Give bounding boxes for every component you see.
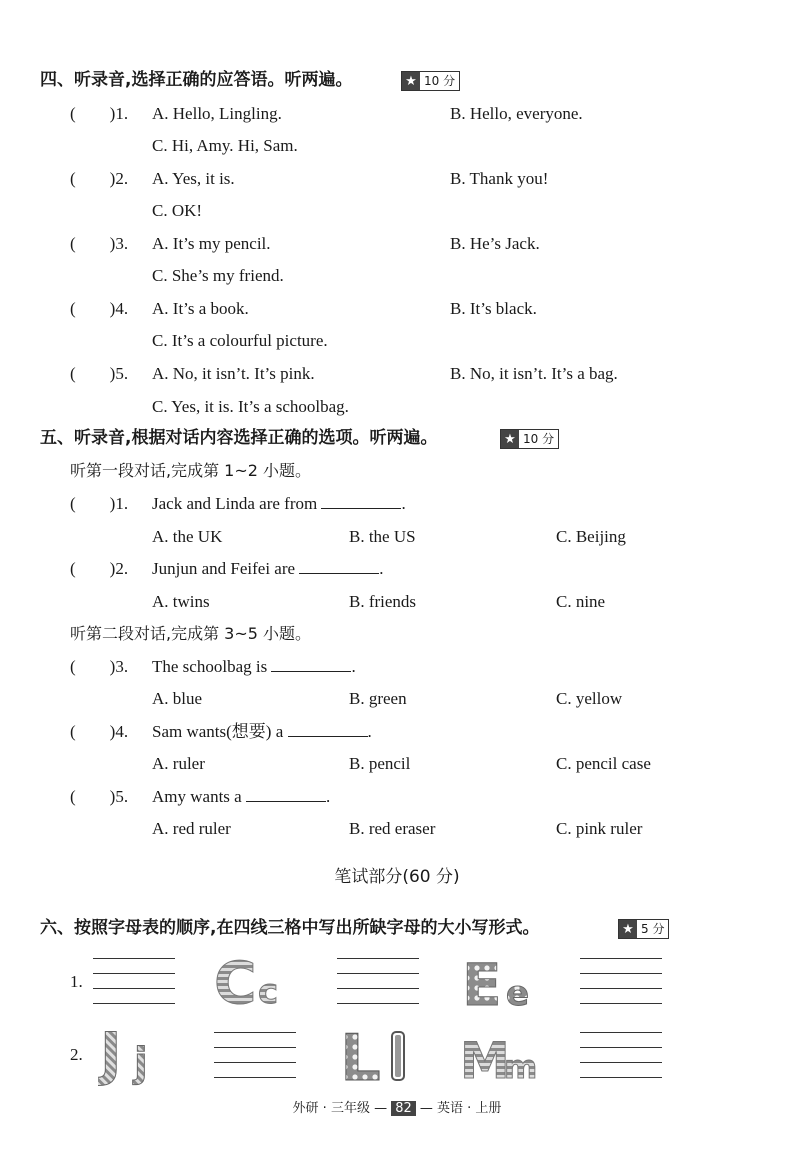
question-text: The schoolbag is bbox=[152, 657, 268, 676]
s5-q2-number[interactable]: ( )2. bbox=[70, 559, 129, 578]
s5-q4-option-c: C. pencil case bbox=[556, 754, 651, 773]
svg-text:j: j bbox=[134, 1040, 148, 1086]
s4-q2-option-c: C. OK! bbox=[152, 201, 203, 220]
letter-cc-image bbox=[214, 953, 294, 1009]
row-1-label: 1. bbox=[70, 972, 83, 991]
written-part-heading: 笔试部分(60 分) bbox=[334, 867, 460, 887]
s5-q3-number[interactable]: ( )3. bbox=[70, 657, 129, 676]
score-label: 10 分 bbox=[424, 74, 456, 88]
answer-blank[interactable] bbox=[299, 559, 379, 574]
s4-q5-option-a: A. No, it isn’t. It’s pink. bbox=[152, 364, 315, 383]
s4-q3-number[interactable]: ( )3. bbox=[70, 234, 129, 253]
s4-q1-option-a: A. Hello, Lingling. bbox=[152, 104, 282, 123]
svg-text:L: L bbox=[340, 1022, 381, 1084]
s4-q5-option-c: C. Yes, it is. It’s a schoolbag. bbox=[152, 397, 349, 416]
period: . bbox=[351, 657, 356, 676]
page-number: 82 bbox=[391, 1101, 416, 1116]
s5-q5-number[interactable]: ( )5. bbox=[70, 787, 129, 806]
s4-q1-number[interactable]: ( )1. bbox=[70, 104, 129, 123]
s5-q4-number[interactable]: ( )4. bbox=[70, 722, 129, 741]
star-icon: ★ bbox=[402, 72, 420, 90]
svg-text:c: c bbox=[258, 972, 279, 1009]
answer-blank[interactable] bbox=[246, 787, 326, 802]
s5-part2-instruction: 听第二段对话,完成第 3~5 小题。 bbox=[70, 624, 312, 643]
s4-q2-option-b: B. Thank you! bbox=[450, 169, 549, 188]
footer-right: — 英语 · 上册 bbox=[419, 1101, 502, 1116]
letter-jj-image bbox=[98, 1018, 164, 1088]
svg-text:C: C bbox=[214, 953, 257, 1009]
s5-q1-question bbox=[152, 494, 406, 514]
s5-q2-option-c: C. nine bbox=[556, 592, 606, 611]
answer-blank[interactable] bbox=[321, 494, 401, 509]
answer-blank[interactable] bbox=[288, 722, 368, 737]
section-5-title: 五、听录音,根据对话内容选择正确的选项。听两遍。 bbox=[40, 428, 438, 448]
question-text: Amy wants a bbox=[152, 787, 242, 806]
s5-q1-number[interactable]: ( )1. bbox=[70, 494, 129, 513]
s4-q3-option-a: A. It’s my pencil. bbox=[152, 234, 271, 253]
s4-q1-option-b: B. Hello, everyone. bbox=[450, 104, 583, 123]
s4-q4-option-a: A. It’s a book. bbox=[152, 299, 249, 318]
s5-q3-option-a: A. blue bbox=[152, 689, 203, 708]
star-icon: ★ bbox=[501, 430, 519, 448]
svg-text:E: E bbox=[462, 953, 502, 1009]
letter-ee-image bbox=[462, 953, 542, 1009]
s4-q4-number[interactable]: ( )4. bbox=[70, 299, 129, 318]
s5-q1-option-a: A. the UK bbox=[152, 527, 223, 546]
s5-q5-option-b: B. red eraser bbox=[349, 819, 436, 838]
section-4-score-badge bbox=[401, 71, 460, 91]
s5-q1-option-c: C. Beijing bbox=[556, 527, 626, 546]
s4-q5-number[interactable]: ( )5. bbox=[70, 364, 129, 383]
s5-q3-option-b: B. green bbox=[349, 689, 407, 708]
question-text: Sam wants(想要) a bbox=[152, 722, 284, 741]
section-5-score-badge bbox=[500, 429, 559, 449]
s5-part1-instruction: 听第一段对话,完成第 1~2 小题。 bbox=[70, 461, 312, 480]
footer-left: 外研 · 三年级 — bbox=[292, 1101, 388, 1116]
question-text: Junjun and Feifei are bbox=[152, 559, 296, 578]
writing-grid-blank-4[interactable] bbox=[214, 1032, 296, 1078]
period: . bbox=[379, 559, 384, 578]
section-6-score-badge bbox=[618, 919, 669, 939]
writing-grid-blank-3[interactable] bbox=[580, 958, 662, 1004]
s5-q4-question bbox=[152, 722, 372, 742]
score-label: 10 分 bbox=[523, 432, 555, 446]
letter-ll-image bbox=[340, 1022, 420, 1084]
s5-q4-option-a: A. ruler bbox=[152, 754, 205, 773]
answer-blank[interactable] bbox=[271, 657, 351, 672]
svg-text:J: J bbox=[100, 1020, 122, 1088]
s5-q4-option-b: B. pencil bbox=[349, 754, 411, 773]
question-text: Jack and Linda are from bbox=[152, 494, 318, 513]
page-footer bbox=[0, 1097, 794, 1116]
svg-text:m: m bbox=[504, 1048, 538, 1084]
s5-q3-question bbox=[152, 657, 356, 677]
section-4-title: 四、听录音,选择正确的应答语。听两遍。 bbox=[40, 70, 353, 90]
svg-text:e: e bbox=[506, 974, 530, 1009]
s4-q3-option-c: C. She’s my friend. bbox=[152, 266, 284, 285]
s4-q4-option-b: B. It’s black. bbox=[450, 299, 537, 318]
s5-q2-option-b: B. friends bbox=[349, 592, 417, 611]
star-icon: ★ bbox=[619, 920, 637, 938]
s4-q2-option-a: A. Yes, it is. bbox=[152, 169, 235, 188]
writing-grid-blank-2[interactable] bbox=[337, 958, 419, 1004]
s5-q1-option-b: B. the US bbox=[349, 527, 416, 546]
period: . bbox=[367, 722, 372, 741]
s5-q2-option-a: A. twins bbox=[152, 592, 210, 611]
s4-q1-option-c: C. Hi, Amy. Hi, Sam. bbox=[152, 136, 298, 155]
writing-grid-blank-5[interactable] bbox=[580, 1032, 662, 1078]
row-2-label: 2. bbox=[70, 1045, 83, 1064]
s5-q2-question bbox=[152, 559, 384, 579]
section-6-title: 六、按照字母表的顺序,在四线三格中写出所缺字母的大小写形式。 bbox=[40, 918, 540, 938]
period: . bbox=[325, 787, 331, 806]
letter-mm-image bbox=[460, 1030, 542, 1084]
s5-q3-option-c: C. yellow bbox=[556, 689, 623, 708]
s4-q5-option-b: B. No, it isn’t. It’s a bag. bbox=[450, 364, 618, 383]
writing-grid-blank-1[interactable] bbox=[93, 958, 175, 1004]
s4-q4-option-c: C. It’s a colourful picture. bbox=[152, 331, 328, 350]
s5-q5-option-c: C. pink ruler bbox=[556, 819, 643, 838]
s5-q5-option-a: A. red ruler bbox=[152, 819, 231, 838]
s4-q3-option-b: B. He’s Jack. bbox=[450, 234, 540, 253]
s4-q2-number[interactable]: ( )2. bbox=[70, 169, 129, 188]
s5-q5-question bbox=[152, 787, 330, 807]
svg-text:M: M bbox=[460, 1032, 510, 1084]
score-label: 5 分 bbox=[641, 922, 665, 936]
period: . bbox=[401, 494, 406, 513]
